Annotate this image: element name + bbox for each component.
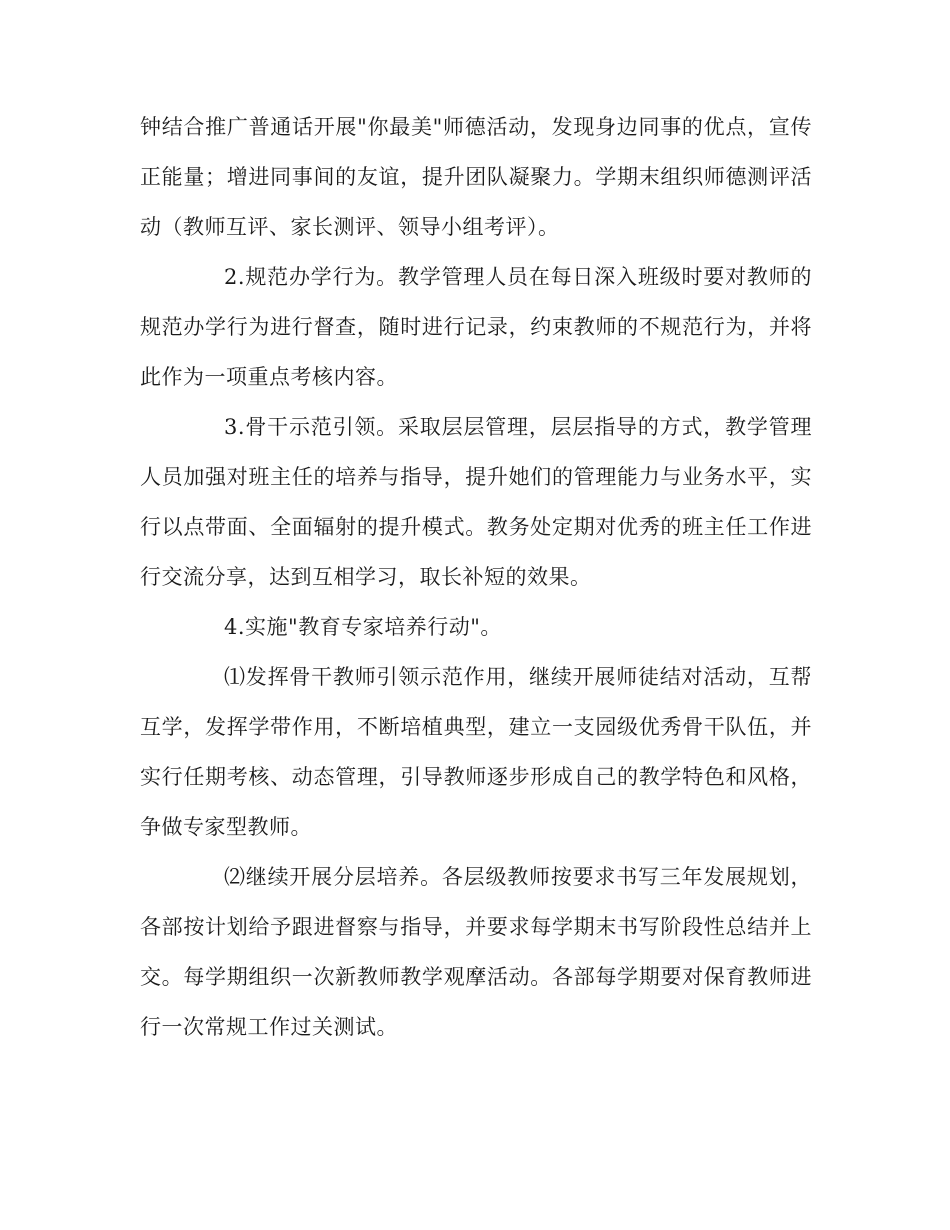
paragraph-item-4-2: ⑵继续开展分层培养。各层级教师按要求书写三年发展规划，各部按计划给予跟进督察与指导，并要求每学期末书写阶段性总结并上交。每学期组织一次新教师教学观摩活动。各部每学期要对保育教师进行一次常规工作过关测试。	[140, 865, 812, 1039]
paragraph-item-2: 2.规范办学行为。教学管理人员在每日深入班级时要对教师的规范办学行为进行督查，随时进行记录，约束教师的不规范行为，并将此作为一项重点考核内容。	[140, 265, 812, 389]
document-body	[140, 102, 812, 1052]
paragraph-ethics-continued: 钟结合推广普通话开展"你最美"师德活动，发现身边同事的优点，宣传正能量；增进同事间的友谊，提升团队凝聚力。学期末组织师德测评活动（教师互评、家长测评、领导小组考评）。	[140, 115, 812, 239]
paragraph-item-3: 3.骨干示范引领。采取层层管理，层层指导的方式，教学管理人员加强对班主任的培养与指导，提升她们的管理能力与业务水平，实行以点带面、全面辐射的提升模式。教务处定期对优秀的班主任工作进行交流分享，达到互相学习，取长补短的效果。	[140, 415, 812, 589]
paragraph-item-4-1: ⑴发挥骨干教师引领示范作用，继续开展师徒结对活动，互帮互学，发挥学带作用，不断培植典型，建立一支园级优秀骨干队伍，并实行任期考核、动态管理，引导教师逐步形成自己的教学特色和风格，争做专家型教师。	[140, 665, 812, 839]
paragraph-item-4: 4.实施"教育专家培养行动"。	[224, 615, 502, 639]
